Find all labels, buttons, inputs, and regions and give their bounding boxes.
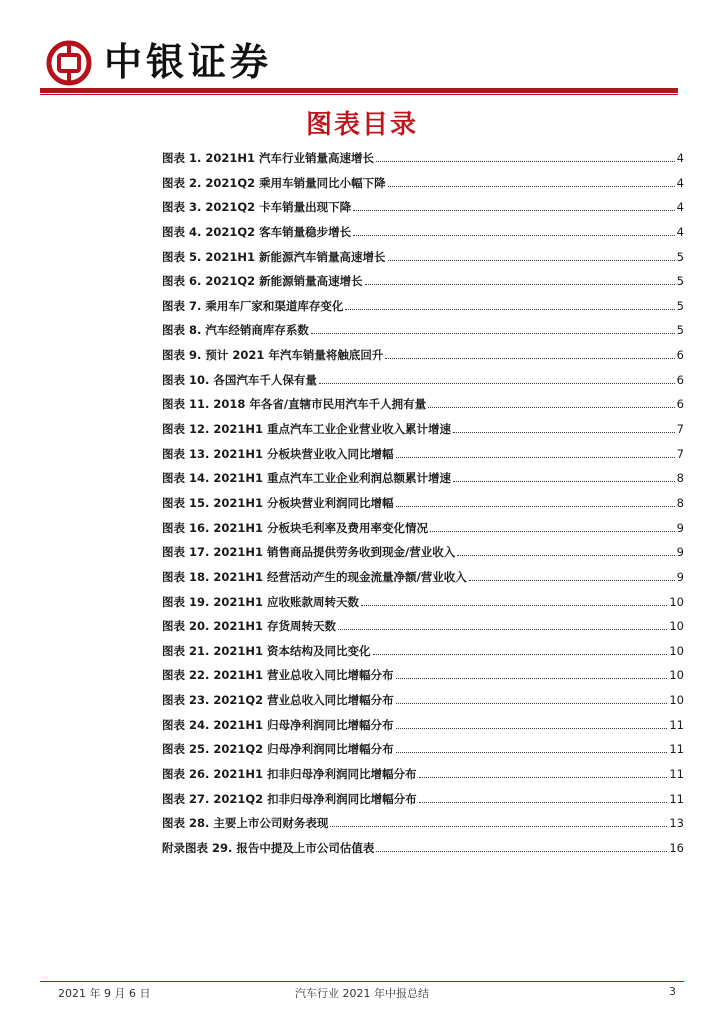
toc-entry-page: 4 bbox=[676, 200, 684, 215]
header-divider bbox=[40, 88, 678, 93]
toc-entry-label: 图表 27. 2021Q2 扣非归母净利润同比增幅分布 bbox=[162, 791, 417, 806]
toc-entry[interactable] bbox=[162, 396, 684, 421]
toc-entry-page: 13 bbox=[669, 816, 684, 831]
toc-entry-page: 11 bbox=[669, 767, 684, 782]
toc-entry-label: 图表 2. 2021Q2 乘用车销量同比小幅下降 bbox=[162, 175, 386, 190]
toc-leader-dots bbox=[338, 628, 667, 630]
toc-entry[interactable] bbox=[162, 544, 684, 569]
toc-entry-page: 5 bbox=[676, 323, 684, 338]
toc-entry[interactable] bbox=[162, 224, 684, 249]
toc-entry-label: 图表 28. 主要上市公司财务表现 bbox=[162, 816, 329, 831]
toc-leader-dots bbox=[388, 259, 675, 261]
toc-entry-page: 11 bbox=[669, 791, 684, 806]
toc-entry-label: 图表 7. 乘用车厂家和渠道库存变化 bbox=[162, 298, 344, 313]
toc-entry[interactable] bbox=[162, 667, 684, 692]
toc-entry-label: 图表 24. 2021H1 归母净利润同比增幅分布 bbox=[162, 717, 394, 732]
toc-entry-page: 9 bbox=[676, 545, 684, 560]
toc-entry-page: 7 bbox=[676, 422, 684, 437]
toc-leader-dots bbox=[376, 160, 675, 162]
toc-entry-label: 图表 6. 2021Q2 新能源销量高速增长 bbox=[162, 274, 363, 289]
toc-entry-page: 6 bbox=[676, 397, 684, 412]
toc-entry-page: 10 bbox=[669, 619, 684, 634]
toc-entry-label: 图表 20. 2021H1 存货周转天数 bbox=[162, 619, 337, 634]
toc-entry[interactable] bbox=[162, 347, 684, 372]
toc-entry-label: 图表 4. 2021Q2 客车销量稳步增长 bbox=[162, 224, 352, 239]
toc-entry-label: 图表 13. 2021H1 分板块营业收入同比增幅 bbox=[162, 446, 394, 461]
page-footer bbox=[0, 985, 724, 1005]
toc-entry[interactable] bbox=[162, 618, 684, 643]
header-divider-thin bbox=[40, 94, 678, 95]
toc-entry-label: 图表 11. 2018 年各省/直辖市民用汽车千人拥有量 bbox=[162, 397, 427, 412]
toc-entry[interactable] bbox=[162, 594, 684, 619]
toc-entry[interactable] bbox=[162, 199, 684, 224]
toc-entry-page: 11 bbox=[669, 742, 684, 757]
toc-entry[interactable] bbox=[162, 791, 684, 816]
toc-entry-label: 图表 18. 2021H1 经营活动产生的现金流量净额/营业收入 bbox=[162, 569, 467, 584]
toc-entry-page: 10 bbox=[669, 693, 684, 708]
toc-entry-page: 10 bbox=[669, 668, 684, 683]
toc-leader-dots bbox=[469, 579, 675, 581]
toc-leader-dots bbox=[453, 431, 675, 433]
brand-name: 中银证券 bbox=[104, 39, 273, 84]
toc-entry-label: 图表 12. 2021H1 重点汽车工业企业营业收入累计增速 bbox=[162, 422, 452, 437]
toc-entry-page: 5 bbox=[676, 274, 684, 289]
toc-entry[interactable] bbox=[162, 150, 684, 175]
page-header bbox=[0, 0, 724, 96]
toc-leader-dots bbox=[365, 283, 675, 285]
toc-entry-page: 10 bbox=[669, 643, 684, 658]
toc-leader-dots bbox=[345, 308, 674, 310]
toc-entry-label: 图表 26. 2021H1 扣非归母净利润同比增幅分布 bbox=[162, 767, 417, 782]
toc-leader-dots bbox=[428, 406, 675, 408]
toc-entry-label: 图表 22. 2021H1 营业总收入同比增幅分布 bbox=[162, 668, 394, 683]
toc-entry[interactable] bbox=[162, 840, 684, 865]
toc-entry-page: 5 bbox=[676, 249, 684, 264]
toc-leader-dots bbox=[396, 727, 668, 729]
toc-leader-dots bbox=[353, 234, 675, 236]
toc-leader-dots bbox=[373, 653, 668, 655]
toc-entry[interactable] bbox=[162, 470, 684, 495]
toc-leader-dots bbox=[311, 332, 675, 334]
toc-leader-dots bbox=[353, 209, 675, 211]
toc-leader-dots bbox=[361, 604, 667, 606]
toc-leader-dots bbox=[419, 776, 668, 778]
toc-entry[interactable] bbox=[162, 741, 684, 766]
toc-entry-label: 图表 1. 2021H1 汽车行业销量高速增长 bbox=[162, 151, 375, 165]
toc-entry[interactable] bbox=[162, 298, 684, 323]
toc-entry[interactable] bbox=[162, 815, 684, 840]
toc-leader-dots bbox=[396, 751, 668, 753]
toc-leader-dots bbox=[396, 456, 675, 458]
toc-entry[interactable] bbox=[162, 446, 684, 471]
toc-entry-label: 图表 5. 2021H1 新能源汽车销量高速增长 bbox=[162, 249, 386, 264]
toc-leader-dots bbox=[396, 677, 668, 679]
toc-entry[interactable] bbox=[162, 421, 684, 446]
toc-entry-label: 附录图表 29. 报告中提及上市公司估值表 bbox=[162, 840, 375, 855]
toc-entry[interactable] bbox=[162, 569, 684, 594]
toc-leader-dots bbox=[457, 554, 674, 556]
toc-entry-page: 4 bbox=[676, 224, 684, 239]
toc-entry-label: 图表 17. 2021H1 销售商品提供劳务收到现金/营业收入 bbox=[162, 545, 456, 560]
toc-entry-label: 图表 14. 2021H1 重点汽车工业企业利润总额累计增速 bbox=[162, 471, 452, 486]
toc-entry[interactable] bbox=[162, 717, 684, 742]
toc-leader-dots bbox=[376, 850, 667, 852]
toc-entry-label: 图表 10. 各国汽车千人保有量 bbox=[162, 372, 317, 387]
toc-entry-label: 图表 8. 汽车经销商库存系数 bbox=[162, 323, 309, 338]
page-title: 图表目录 bbox=[305, 110, 418, 140]
toc-leader-dots bbox=[453, 480, 675, 482]
toc-entry-label: 图表 16. 2021H1 分板块毛利率及费用率变化情况 bbox=[162, 520, 429, 535]
toc-entry-page: 6 bbox=[676, 348, 684, 363]
toc-entry-page: 9 bbox=[676, 520, 684, 535]
toc-entry[interactable] bbox=[162, 643, 684, 668]
toc-entry-page: 11 bbox=[669, 717, 684, 732]
toc-entry-label: 图表 25. 2021Q2 归母净利润同比增幅分布 bbox=[162, 742, 394, 757]
toc-leader-dots bbox=[396, 505, 675, 507]
toc-entry[interactable] bbox=[162, 520, 684, 545]
toc-entry[interactable] bbox=[162, 175, 684, 200]
toc-leader-dots bbox=[419, 801, 668, 803]
toc-leader-dots bbox=[385, 357, 674, 359]
toc-entry-page: 9 bbox=[676, 569, 684, 584]
footer-date: 2021 年 9 月 6 日 bbox=[58, 987, 151, 1000]
toc-entry-page: 8 bbox=[676, 471, 684, 486]
toc-entry-label: 图表 3. 2021Q2 卡车销量出现下降 bbox=[162, 200, 352, 215]
toc-leader-dots bbox=[330, 825, 667, 827]
toc-entry-label: 图表 9. 预计 2021 年汽车销量将触底回升 bbox=[162, 348, 384, 363]
toc-entry-label: 图表 15. 2021H1 分板块营业利润同比增幅 bbox=[162, 495, 394, 510]
footer-page-number: 3 bbox=[669, 985, 676, 998]
toc-entry-page: 4 bbox=[676, 151, 684, 165]
toc-entry[interactable] bbox=[162, 766, 684, 791]
toc-entry-page: 6 bbox=[676, 372, 684, 387]
toc-entry[interactable] bbox=[162, 372, 684, 397]
toc-entry-label: 图表 19. 2021H1 应收账款周转天数 bbox=[162, 594, 360, 609]
toc-leader-dots bbox=[430, 530, 675, 532]
toc-entry-page: 4 bbox=[676, 175, 684, 190]
footer-divider bbox=[40, 981, 684, 982]
toc-entry-page: 5 bbox=[676, 298, 684, 313]
toc-entry-label: 图表 21. 2021H1 资本结构及同比变化 bbox=[162, 643, 371, 658]
toc-entry[interactable] bbox=[162, 249, 684, 274]
toc-leader-dots bbox=[388, 185, 675, 187]
bank-of-china-logo-icon bbox=[46, 40, 92, 86]
toc-entry-page: 8 bbox=[676, 495, 684, 510]
toc-entry-page: 10 bbox=[669, 594, 684, 609]
table-of-figures bbox=[162, 150, 684, 865]
toc-entry-label: 图表 23. 2021Q2 营业总收入同比增幅分布 bbox=[162, 693, 394, 708]
toc-leader-dots bbox=[396, 702, 668, 704]
toc-entry[interactable] bbox=[162, 322, 684, 347]
toc-entry[interactable] bbox=[162, 495, 684, 520]
toc-entry[interactable] bbox=[162, 692, 684, 717]
toc-entry-page: 16 bbox=[669, 840, 684, 855]
toc-leader-dots bbox=[319, 382, 675, 384]
toc-entry-page: 7 bbox=[676, 446, 684, 461]
footer-report-name: 汽车行业 2021 年中报总结 bbox=[295, 987, 429, 1000]
toc-entry[interactable] bbox=[162, 273, 684, 298]
